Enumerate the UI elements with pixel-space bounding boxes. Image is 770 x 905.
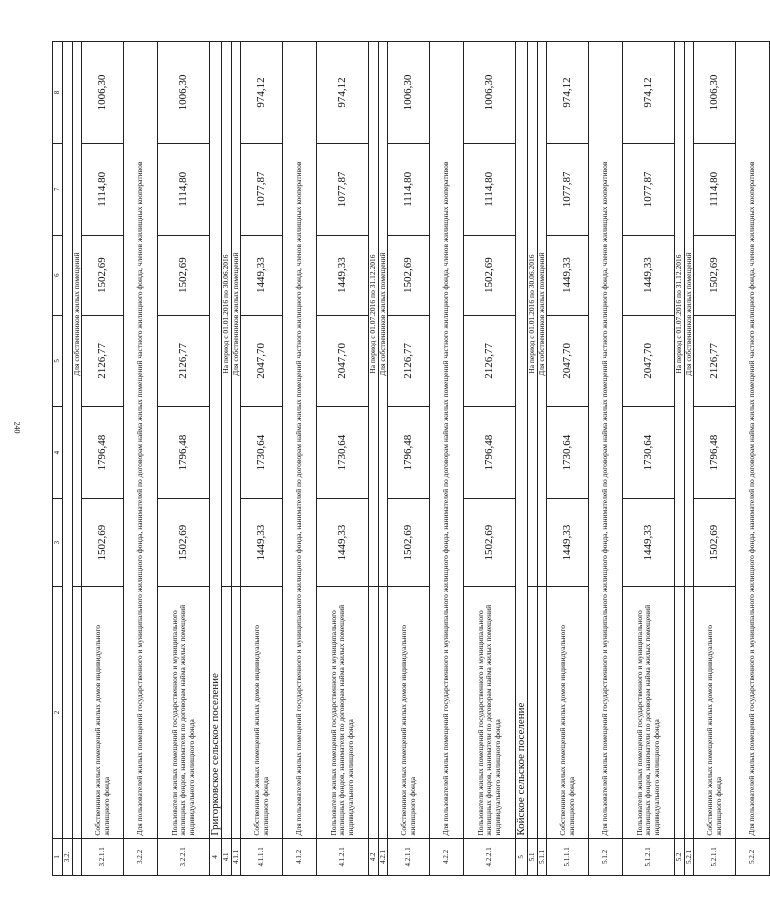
tariff-value: 1796,48 xyxy=(82,407,124,499)
row-code: 4.2 xyxy=(369,838,379,875)
tariff-row xyxy=(623,42,675,876)
category-title: Для пользователей жилых помещений государственного и муниципального жилищного фонда, нанимателей по договорам найма жилых помещений частного жилищного фонда, членов жилищных кооперативов xyxy=(124,42,158,839)
empty-cell xyxy=(537,587,547,838)
row-code: 4.2.1.1 xyxy=(388,838,430,875)
tariff-value: 1502,69 xyxy=(82,235,124,315)
settlement-name: Койское сельское поселение xyxy=(516,42,528,839)
category-row xyxy=(537,42,547,876)
category-row xyxy=(430,42,464,876)
tariff-value: 1796,48 xyxy=(158,407,210,499)
tariff-value: 1449,33 xyxy=(623,498,675,586)
section-code-row xyxy=(63,42,73,876)
category-title: Для пользователей жилых помещений государственного и муниципального жилищного фонда, нанимателей по договорам найма жилых помещений частного жилищного фонда, членов жилищных кооперативов xyxy=(283,42,317,839)
tariff-value: 1730,64 xyxy=(547,407,589,499)
empty-cell xyxy=(528,587,538,838)
tariff-value: 2047,70 xyxy=(241,315,283,407)
tariff-row xyxy=(317,42,369,876)
tariff-value: 1796,48 xyxy=(388,407,430,499)
empty-cell xyxy=(675,587,685,838)
tariff-value: 2126,77 xyxy=(158,315,210,407)
tariff-value: 1449,33 xyxy=(241,235,283,315)
row-code: 5.2 xyxy=(675,838,685,875)
row-label: Пользователи жилых помещений государственного и муниципального жилищных фондов, наниматели по договорам найма жилых помещений индивидуального жилищного фонда xyxy=(158,587,210,838)
row-code: 4.1.2.1 xyxy=(317,838,369,875)
row-code: 3.2.2 xyxy=(124,838,158,875)
tariff-row xyxy=(464,42,516,876)
category-row xyxy=(675,42,685,876)
tariff-value: 1502,69 xyxy=(82,498,124,586)
tariff-value: 1449,33 xyxy=(241,498,283,586)
tariff-value: 974,12 xyxy=(623,42,675,144)
tariff-value: 1449,33 xyxy=(547,235,589,315)
tariff-value: 1114,80 xyxy=(464,143,516,235)
tariff-value: 974,12 xyxy=(547,42,589,144)
row-label: Собственники жилых помещений жилых домов индивидуального жилищного фонда xyxy=(82,587,124,838)
tariff-row xyxy=(388,42,430,876)
tariff-value: 1114,80 xyxy=(158,143,210,235)
tariff-value: 2126,77 xyxy=(388,315,430,407)
period-or-category: На период с 01.01.2016 по 30.06.2016 xyxy=(528,42,538,587)
period-or-category: Для собственников жилых помещений xyxy=(378,42,388,587)
empty-cell xyxy=(369,587,379,838)
tariff-value: 2126,77 xyxy=(464,315,516,407)
tariff-value: 1006,30 xyxy=(694,42,736,144)
row-label: Собственники жилых помещений жилых домов индивидуального жилищного фонда xyxy=(547,587,589,838)
row-code: 5 xyxy=(516,838,528,875)
tariff-row xyxy=(241,42,283,876)
row-code: 3.2.2.1 xyxy=(158,838,210,875)
header-cell: 1 xyxy=(53,838,63,875)
row-label: Собственники жилых помещений жилых домов индивидуального жилищного фонда xyxy=(694,587,736,838)
header-row xyxy=(53,42,63,876)
row-code: 5.1 xyxy=(528,838,538,875)
table-body xyxy=(53,42,770,876)
category-row xyxy=(589,42,623,876)
empty-cell xyxy=(684,587,694,838)
tariff-value: 1077,87 xyxy=(547,143,589,235)
header-cell: 3 xyxy=(53,498,63,586)
tariff-value: 2047,70 xyxy=(623,315,675,407)
row-code: 3.2. xyxy=(63,838,73,875)
tariff-value: 1502,69 xyxy=(388,235,430,315)
period-or-category: Для собственников жилых помещений xyxy=(231,42,241,587)
row-code: 5.2.1 xyxy=(684,838,694,875)
tariff-value: 1077,87 xyxy=(317,143,369,235)
tariff-value: 1730,64 xyxy=(623,407,675,499)
row-code: 4.2.1 xyxy=(378,838,388,875)
tariff-row xyxy=(547,42,589,876)
empty-cell xyxy=(72,587,82,838)
header-cell: 7 xyxy=(53,143,63,235)
tariff-value: 1502,69 xyxy=(694,498,736,586)
empty-cell xyxy=(378,587,388,838)
row-code: 5.1.1.1 xyxy=(547,838,589,875)
row-label: Собственники жилых помещений жилых домов индивидуального жилищного фонда xyxy=(388,587,430,838)
category-title: Для пользователей жилых помещений государственного и муниципального жилищного фонда, нанимателей по договорам найма жилых помещений частного жилищного фонда, членов жилищных кооперативов xyxy=(736,42,770,839)
tariff-value: 1114,80 xyxy=(82,143,124,235)
tariff-value: 974,12 xyxy=(241,42,283,144)
tariff-value: 1077,87 xyxy=(241,143,283,235)
tariff-value: 2047,70 xyxy=(547,315,589,407)
tariff-row xyxy=(694,42,736,876)
tariff-value: 1006,30 xyxy=(388,42,430,144)
tariff-value: 1730,64 xyxy=(317,407,369,499)
header-cell: 5 xyxy=(53,315,63,407)
row-label: Пользователи жилых помещений государственного и муниципального жилищных фондов, наниматели по договорам найма жилых помещений индивидуального жилищного фонда xyxy=(464,587,516,838)
tariff-value: 1502,69 xyxy=(388,498,430,586)
tariff-value: 2126,77 xyxy=(82,315,124,407)
category-title: Для пользователей жилых помещений государственного и муниципального жилищного фонда, нанимателей по договорам найма жилых помещений частного жилищного фонда, членов жилищных кооперативов xyxy=(589,42,623,839)
header-cell: 4 xyxy=(53,407,63,499)
empty-cell xyxy=(63,42,73,839)
category-row xyxy=(124,42,158,876)
row-code: 5.2.2 xyxy=(736,838,770,875)
tariff-value: 1114,80 xyxy=(694,143,736,235)
row-code: 5.1.2.1 xyxy=(623,838,675,875)
period-or-category: На период с 01.01.2016 по 30.06.2016 xyxy=(222,42,232,587)
category-row xyxy=(231,42,241,876)
tariff-value: 1502,69 xyxy=(694,235,736,315)
row-label: Пользователи жилых помещений государственного и муниципального жилищных фондов, наниматели по договорам найма жилых помещений индивидуального жилищного фонда xyxy=(623,587,675,838)
row-code: 5.1.1 xyxy=(537,838,547,875)
row-code xyxy=(72,838,82,875)
category-row xyxy=(378,42,388,876)
period-or-category: На период с 01.07.2016 по 31.12.2016 xyxy=(675,42,685,587)
category-row xyxy=(528,42,538,876)
row-code: 4.2.2.1 xyxy=(464,838,516,875)
tariff-value: 1796,48 xyxy=(464,407,516,499)
tariff-value: 1114,80 xyxy=(388,143,430,235)
tariff-row xyxy=(158,42,210,876)
tariff-value: 1006,30 xyxy=(82,42,124,144)
tariff-value: 1077,87 xyxy=(623,143,675,235)
category-row xyxy=(222,42,232,876)
category-title: Для пользователей жилых помещений государственного и муниципального жилищного фонда, нанимателей по договорам найма жилых помещений частного жилищного фонда, членов жилищных кооперативов xyxy=(430,42,464,839)
category-row xyxy=(684,42,694,876)
tariff-value: 1502,69 xyxy=(158,235,210,315)
tariff-value: 1449,33 xyxy=(623,235,675,315)
tariff-value: 1449,33 xyxy=(317,235,369,315)
tariff-value: 2047,70 xyxy=(317,315,369,407)
empty-cell xyxy=(222,587,232,838)
row-code: 3.2.1.1 xyxy=(82,838,124,875)
tariff-value: 1502,69 xyxy=(464,498,516,586)
row-code: 4.1.2 xyxy=(283,838,317,875)
category-row xyxy=(283,42,317,876)
tariff-value: 1502,69 xyxy=(158,498,210,586)
tariff-value: 2126,77 xyxy=(694,315,736,407)
tariff-value: 1449,33 xyxy=(547,498,589,586)
category-row xyxy=(369,42,379,876)
category-row xyxy=(72,42,82,876)
row-code: 5.2.1.1 xyxy=(694,838,736,875)
period-or-category: Для собственников жилых помещений xyxy=(537,42,547,587)
page-number: 240 xyxy=(12,421,22,434)
settlement-row xyxy=(210,42,222,876)
tariff-value: 1730,64 xyxy=(241,407,283,499)
row-label: Пользователи жилых помещений государственного и муниципального жилищных фондов, наниматели по договорам найма жилых помещений индивидуального жилищного фонда xyxy=(317,587,369,838)
row-code: 4.2.2 xyxy=(430,838,464,875)
tariff-value: 974,12 xyxy=(317,42,369,144)
row-code: 4.1 xyxy=(222,838,232,875)
tariff-value: 1006,30 xyxy=(158,42,210,144)
tariff-row xyxy=(82,42,124,876)
settlement-name: Григорковское сельское поселение xyxy=(210,42,222,839)
period-or-category: Для собственников жилых помещений xyxy=(72,42,82,587)
category-row xyxy=(736,42,770,876)
period-or-category: Для собственников жилых помещений xyxy=(684,42,694,587)
row-code: 4 xyxy=(210,838,222,875)
header-cell: 2 xyxy=(53,587,63,838)
row-label: Собственники жилых помещений жилых домов индивидуального жилищного фонда xyxy=(241,587,283,838)
row-code: 5.1.2 xyxy=(589,838,623,875)
row-code: 4.1.1 xyxy=(231,838,241,875)
header-cell: 6 xyxy=(53,235,63,315)
tariff-value: 1449,33 xyxy=(317,498,369,586)
tariff-value: 1006,30 xyxy=(464,42,516,144)
tariff-table-rotated xyxy=(52,41,757,876)
tariff-value: 1502,69 xyxy=(464,235,516,315)
header-cell: 8 xyxy=(53,42,63,144)
row-code: 4.1.1.1 xyxy=(241,838,283,875)
tariff-table xyxy=(52,41,770,876)
settlement-row xyxy=(516,42,528,876)
tariff-value: 1796,48 xyxy=(694,407,736,499)
period-or-category: На период с 01.07.2016 по 31.12.2016 xyxy=(369,42,379,587)
empty-cell xyxy=(231,587,241,838)
